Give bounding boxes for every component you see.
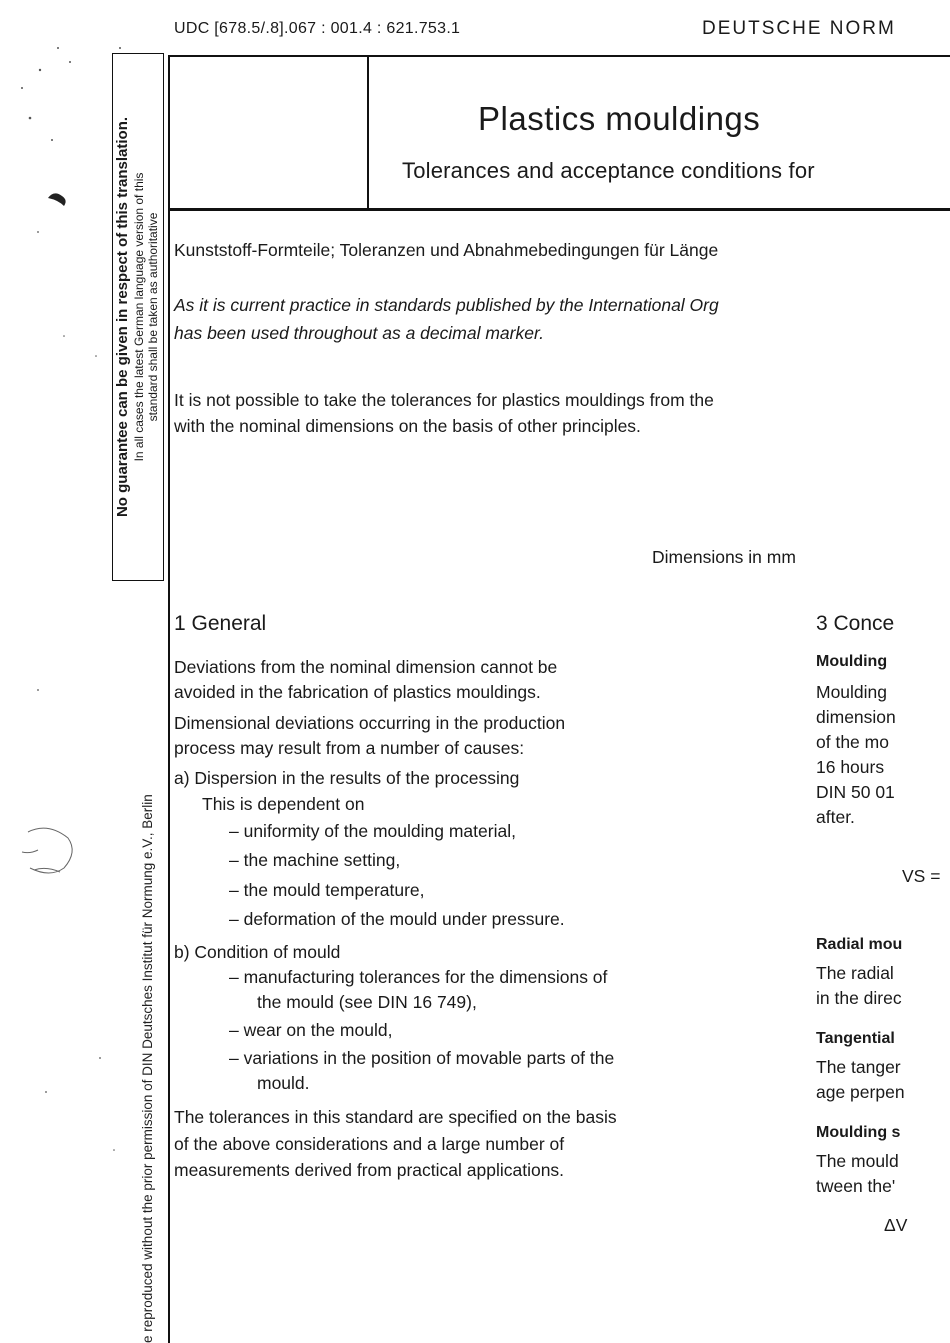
moulding-s-label: Moulding s bbox=[816, 1124, 901, 1141]
s3-tangential-line: The tanger bbox=[816, 1057, 901, 1077]
s3-moulding-s-line: tween the' bbox=[816, 1176, 896, 1196]
vs-formula: VS = bbox=[902, 866, 941, 886]
scan-artifacts bbox=[0, 0, 160, 1343]
section3-heading: 3 Conce bbox=[816, 612, 895, 635]
disclaimer-line1: No guarantee can be given in respect of this translation. bbox=[114, 116, 131, 518]
german-title: Kunststoff-Formteile; Toleranzen und Abnahmebedingungen für Länge bbox=[174, 240, 719, 260]
s1-p3-line2: of the above considerations and a large number of bbox=[174, 1134, 565, 1154]
list-b-item: – manufacturing tolerances for the dimensions of bbox=[229, 967, 608, 987]
list-b-item: – wear on the mould, bbox=[229, 1020, 393, 1040]
list-b-item-cont: mould. bbox=[257, 1073, 310, 1093]
delta-formula: ΔV bbox=[884, 1215, 908, 1235]
s3-line: DIN 50 01 bbox=[816, 782, 895, 802]
s3-radial-line: The radial bbox=[816, 963, 894, 983]
tangential-label: Tangential bbox=[816, 1030, 895, 1047]
decimal-note-line2: has been used throughout as a decimal marker. bbox=[174, 323, 544, 343]
udc-code: UDC [678.5/.8].067 : 001.4 : 621.753.1 bbox=[174, 20, 461, 37]
standard-label: DEUTSCHE NORM bbox=[702, 18, 896, 39]
title-frame-left bbox=[168, 55, 170, 1343]
s1-p2-line1: Dimensional deviations occurring in the production bbox=[174, 713, 566, 733]
disclaimer-line2: In all cases the latest German language version of this bbox=[132, 172, 146, 462]
s1-p1-line2: avoided in the fabrication of plastics mouldings. bbox=[174, 682, 541, 702]
document-subtitle: Tolerances and acceptance conditions for bbox=[402, 158, 815, 183]
s1-p3-line1: The tolerances in this standard are specified on the basis bbox=[174, 1107, 617, 1127]
intro-line2: with the nominal dimensions on the basis of other principles. bbox=[174, 416, 641, 436]
list-a-sub: This is dependent on bbox=[202, 794, 365, 814]
title-frame-top bbox=[168, 55, 950, 57]
s1-p1-line1: Deviations from the nominal dimension cannot be bbox=[174, 657, 558, 677]
document-title: Plastics mouldings bbox=[478, 100, 761, 137]
s3-line: Moulding bbox=[816, 682, 888, 702]
s3-tangential-line: age perpen bbox=[816, 1082, 905, 1102]
list-a-item: – deformation of the mould under pressure. bbox=[229, 909, 565, 929]
s1-p3-line3: measurements derived from practical applications. bbox=[174, 1160, 565, 1180]
list-a-item: – the machine setting, bbox=[229, 850, 401, 870]
title-frame-bottom bbox=[168, 208, 950, 211]
list-a-item: – the mould temperature, bbox=[229, 880, 425, 900]
intro-line1: It is not possible to take the tolerances for plastics mouldings from the bbox=[174, 390, 714, 410]
moulding-label: Moulding bbox=[816, 653, 888, 670]
dimensions-note: Dimensions in mm bbox=[652, 547, 796, 567]
title-frame-divider bbox=[367, 57, 369, 209]
list-a-item: – uniformity of the moulding material, bbox=[229, 821, 516, 841]
list-a-label: a) Dispersion in the results of the processing bbox=[174, 768, 520, 788]
s3-radial-line: in the direc bbox=[816, 988, 902, 1008]
s3-line: after. bbox=[816, 807, 855, 827]
s3-line: 16 hours bbox=[816, 757, 885, 777]
s3-line: of the mo bbox=[816, 732, 889, 752]
s3-line: dimension bbox=[816, 707, 896, 727]
list-b-label: b) Condition of mould bbox=[174, 942, 341, 962]
disclaimer-line3: standard shall be taken as authoritative bbox=[146, 212, 160, 422]
s3-moulding-s-line: The mould bbox=[816, 1151, 899, 1171]
s1-p2-line2: process may result from a number of causes: bbox=[174, 738, 525, 758]
list-b-item: – variations in the position of movable parts of the bbox=[229, 1048, 615, 1068]
copyright-notice: e reproduced without the prior permission of DIN Deutsches Institut für Normung e.V., Berlin bbox=[140, 794, 155, 1343]
decimal-note-line1: As it is current practice in standards published by the International Org bbox=[174, 295, 719, 315]
radial-label: Radial mou bbox=[816, 936, 903, 953]
section1-heading: 1 General bbox=[174, 612, 267, 635]
list-b-item-cont: the mould (see DIN 16 749), bbox=[257, 992, 477, 1012]
